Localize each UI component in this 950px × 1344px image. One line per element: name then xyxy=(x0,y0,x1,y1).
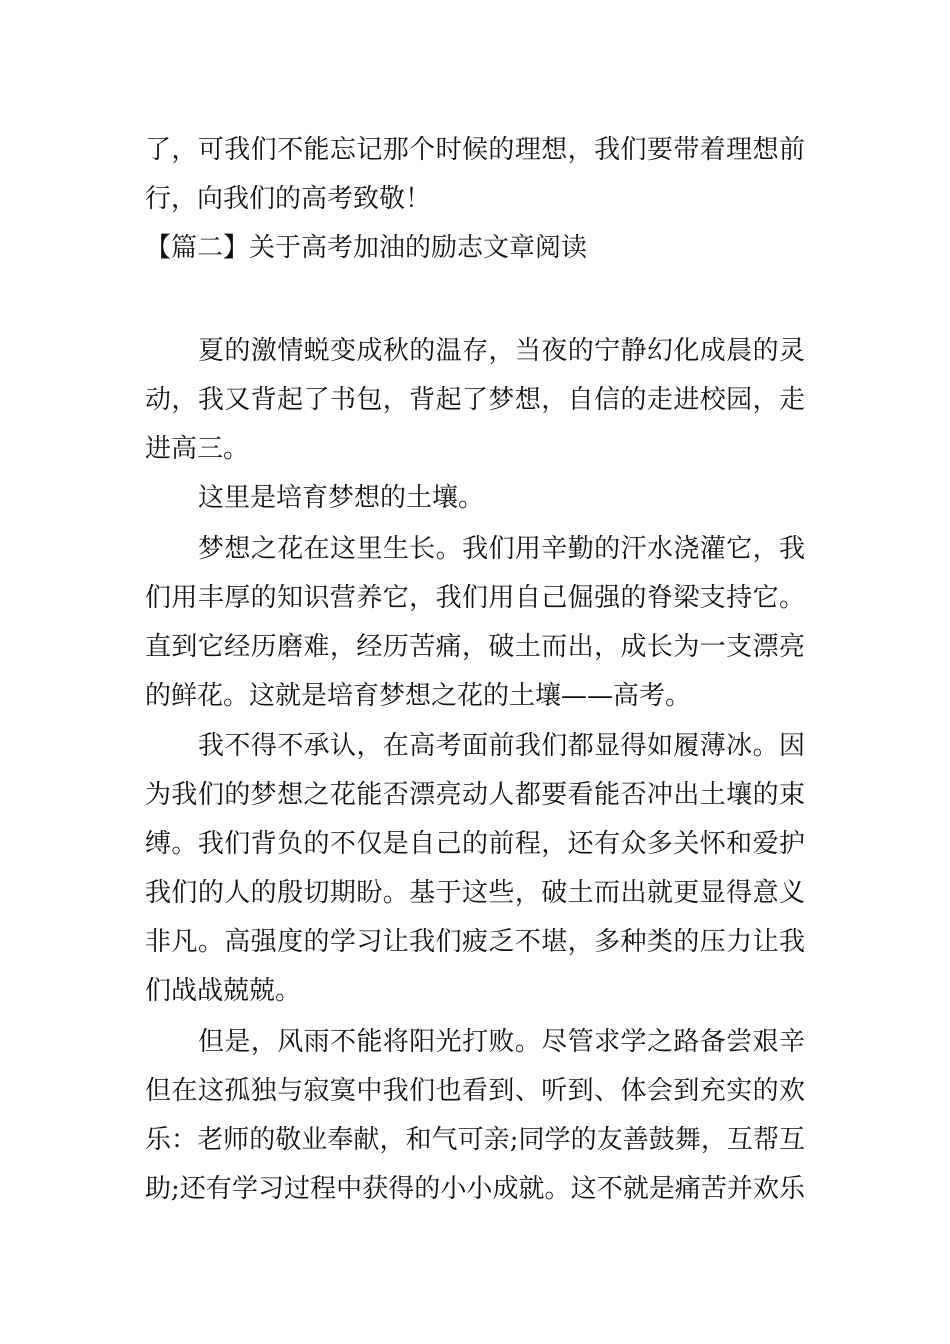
text-line: 了，可我们不能忘记那个时候的理想，我们要带着理想前 xyxy=(145,135,805,165)
text-line: 的鲜花。这就是培育梦想之花的土壤——高考。 xyxy=(145,681,692,711)
text-line: 这里是培育梦想的土壤。 xyxy=(198,483,485,513)
section-heading: 【篇二】关于高考加油的励志文章阅读 xyxy=(145,233,588,263)
text-line: 进高三。 xyxy=(145,434,250,464)
text-line: 梦想之花在这里生长。我们用辛勤的汗水浇灌它，我 xyxy=(198,534,805,564)
text-line: 非凡。高强度的学习让我们疲乏不堪，多种类的压力让我 xyxy=(145,927,805,957)
text-line: 我们的人的殷切期盼。基于这些，破土而出就更显得意义 xyxy=(145,878,805,908)
text-line: 们用丰厚的知识营养它，我们用自己倔强的脊梁支持它。 xyxy=(145,583,805,613)
text-line: 行，向我们的高考致敬！ xyxy=(145,184,432,214)
text-line: 直到它经历磨难，经历苦痛，破土而出，成长为一支漂亮 xyxy=(145,632,805,662)
text-line: 夏的激情蜕变成秋的温存，当夜的宁静幻化成晨的灵 xyxy=(198,336,805,366)
text-line: 助;还有学习过程中获得的小小成就。这不就是痛苦并欢乐 xyxy=(145,1174,805,1204)
text-line: 但是，风雨不能将阳光打败。尽管求学之路备尝艰辛 xyxy=(198,1027,805,1057)
text-line: 动，我又背起了书包，背起了梦想，自信的走进校园，走 xyxy=(145,385,805,415)
text-line: 为我们的梦想之花能否漂亮动人都要看能否冲出土壤的束 xyxy=(145,780,805,810)
text-line: 们战战兢兢。 xyxy=(145,976,302,1006)
text-line: 但在这孤独与寂寞中我们也看到、听到、体会到充实的欢 xyxy=(145,1076,805,1106)
text-line: 缚。我们背负的不仅是自己的前程，还有众多关怀和爱护 xyxy=(145,829,805,859)
text-line: 我不得不承认，在高考面前我们都显得如履薄冰。因 xyxy=(198,731,805,761)
text-line: 乐：老师的敬业奉献，和气可亲;同学的友善鼓舞，互帮互 xyxy=(145,1125,805,1155)
